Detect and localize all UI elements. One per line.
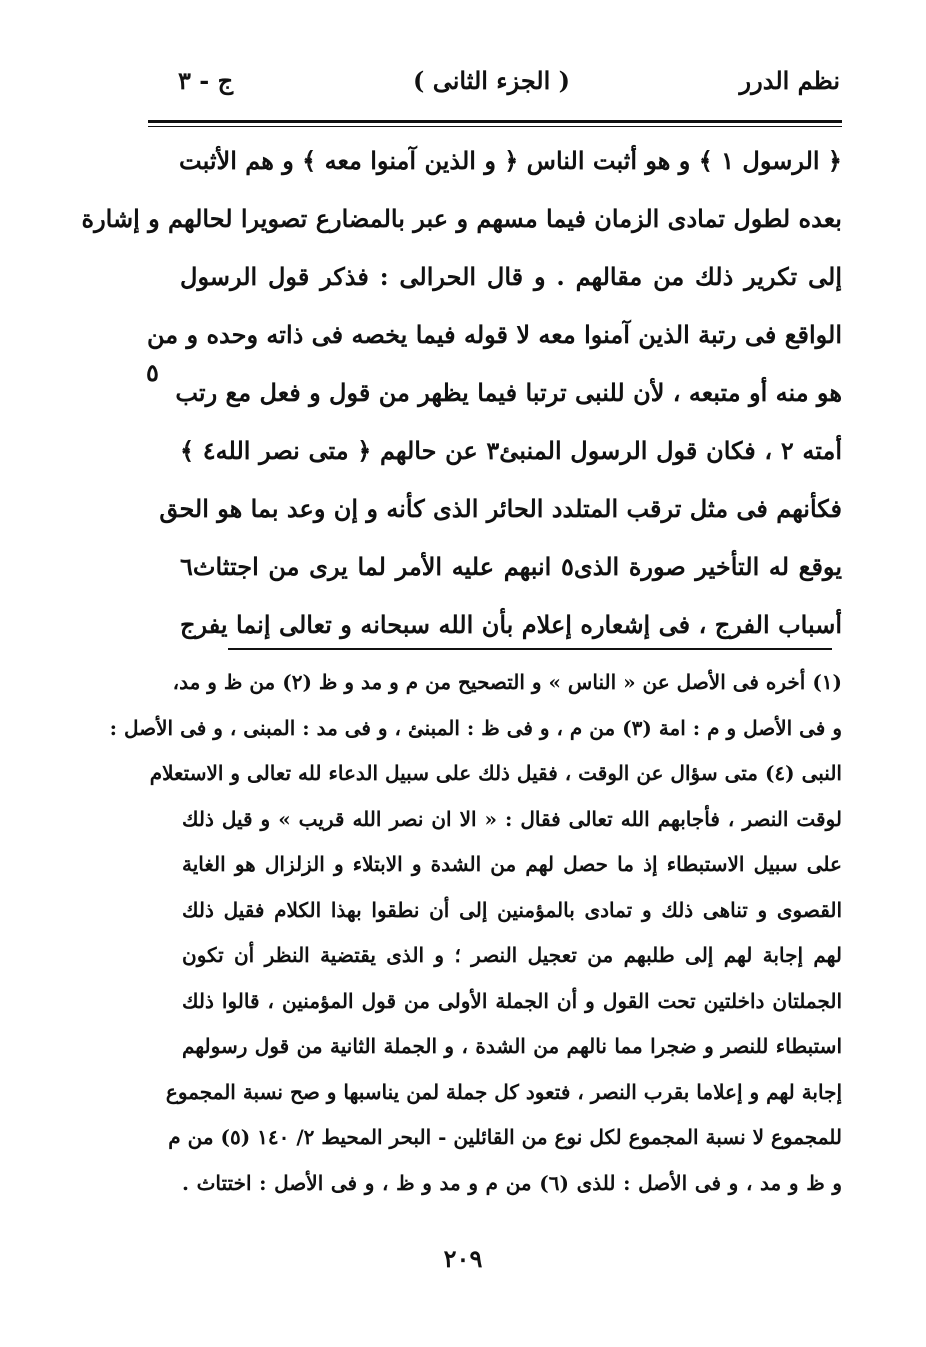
footnote-line: و ظ و مد ، و فى الأصل : للذى (٦) من م و مد و ظ ، و فى الأصل : اختتاث . — [182, 1170, 842, 1195]
footnotes — [109, 660, 842, 1206]
footnote-line: النبى (٤) متى سؤال عن الوقت ، فقيل ذلك على سبيل الدعاء لله تعالى و الاستعلام — [149, 761, 842, 785]
text-line: ﴿ الرسول ١ ﴾ و هو أثبت الناس ﴿ و الذين آمنوا معه ﴾ و هم الأثبت — [179, 146, 842, 175]
page-header — [150, 66, 840, 110]
footnote-line: للمجموع لا نسبة المجموع لكل نوع من القائلين - البحر المحيط ٢/ ١٤٠ (٥) من م — [168, 1125, 842, 1149]
footnote-line: على سبيل الاستبطاء إذ ما حصل لهم من الشدة و الابتلاء و الزلزال هو الغاية — [182, 852, 842, 876]
text-line: يوقع له التأخير صورة الذى٥ انبهم عليه الأمر لما يرى من اجتثاث٦ — [180, 552, 843, 581]
header-rule-thick — [148, 120, 842, 123]
text-line: أسباب الفرج ، فى إشعاره إعلام بأن الله سبحانه و تعالى إنما يفرج — [180, 610, 842, 639]
main-text — [81, 132, 843, 654]
text-line: الواقع فى رتبة الذين آمنوا معه لا قوله فيما يخصه فى ذاته وحده و من — [147, 320, 842, 349]
text-line: إلى تكرير ذلك من مقالهم . و قال الحرالى : فذكر قول الرسول — [180, 262, 842, 291]
volume-label: ج - ٣ — [178, 66, 234, 95]
footnote-line: استبطاء للنصر و ضجرا مما نالهم من الشدة ، و الجملة الثانية من قول رسولهم — [182, 1034, 842, 1058]
footnote-line: إجابة لهم و إعلاما بقرب النصر ، فتعود كل جملة لمن يناسبها و صح نسبة المجموع — [165, 1079, 842, 1104]
footnote-line: القصوى و تناهى ذلك و تمادى بالمؤمنين إلى أن نطقوا بهذا الكلام فقيل ذلك — [182, 897, 842, 922]
line-number-marker: ٥ — [146, 358, 159, 387]
text-line: بعده لطول تمادى الزمان فيما مسهم و عبر بالمضارع تصويرا لحالهم و إشارة — [81, 204, 842, 233]
text-line: فكأنهم فى مثل ترقب المتلدد الحائر الذى كأنه و إن وعد بما هو الحق — [159, 494, 842, 523]
text-line: هو منه أو متبعه ، لأن للنبى ترتبا فيما يظهر من قول و فعل مع رتب — [175, 378, 842, 407]
header-rule-thin — [148, 126, 842, 127]
part-label: ( الجزء الثانى ) — [413, 66, 570, 95]
footnote-line: لهم إجابة لهم إلى طلبهم من تعجيل النصر ؛ و الذى يقتضية النظر أن تكون — [182, 943, 842, 967]
footnote-line: الجملتان داخلتين تحت القول و أن الجملة الأولى من قول المؤمنين ، قالوا ذلك — [182, 988, 842, 1013]
footnote-line: و فى الأصل و م : امة (٣) من م ، و فى ظ : المبنئ ، و فى مد : المبنى ، و فى الأصل : — [109, 715, 842, 740]
book-title: نظم الدرر — [739, 66, 840, 95]
footnote-line: (١) أخره فى الأصل عن « الناس » و التصحيح من م و مد و ظ (٢) من ظ و مد، — [172, 670, 842, 694]
page-number: ٢٠٩ — [443, 1244, 483, 1273]
footnote-line: لوقت النصر ، فأجابهم الله تعالى فقال : « الا ان نصر الله قريب » و قيل ذلك — [182, 806, 842, 831]
footnote-separator — [228, 648, 832, 650]
text-line: أمته ٢ ، فكان قول الرسول المنبئ٣ عن حالهم ﴿ متى نصر الله٤ ﴾ — [180, 436, 842, 465]
